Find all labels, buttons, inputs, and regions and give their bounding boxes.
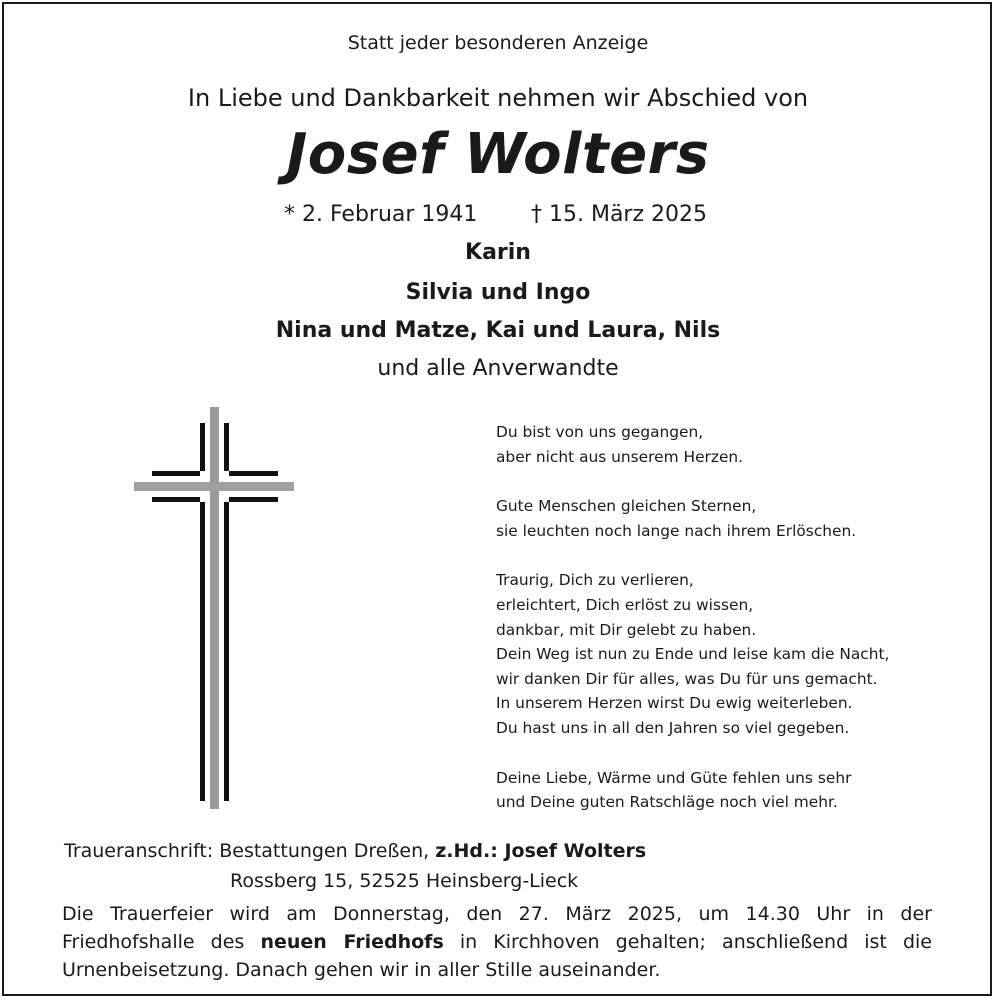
poem-line: dankbar, mit Dir gelebt zu haben. <box>496 620 757 639</box>
birth-date: * 2. Februar 1941 <box>284 202 478 227</box>
poem-stanza <box>496 420 889 469</box>
ceremony-line-2-end: in Kirchhoven gehalten; anschließend ist die <box>459 931 932 953</box>
latin-cross-icon <box>130 405 300 815</box>
mourner-3: Nina und Matze, Kai und Laura, Nils <box>275 318 721 343</box>
poem-stanza <box>496 568 889 740</box>
intro-line: In Liebe und Dankbarkeit nehmen wir Abschied von <box>187 84 809 112</box>
poem-line: Gute Menschen gleichen Sternen, <box>496 497 757 516</box>
death-date: † 15. März 2025 <box>531 202 708 227</box>
poem-stanza <box>496 766 889 815</box>
cemetery-name: neuen Friedhofs <box>260 931 444 953</box>
mourner-1: Karin <box>465 240 531 265</box>
poem-line: erleichtert, Dich erlöst zu wissen, <box>496 595 754 614</box>
ceremony-line-3: Urnenbeisetzung. Danach gehen wir in aller Stille auseinander. <box>62 959 661 981</box>
poem-line: In unserem Herzen wirst Du ewig weiterleben. <box>496 694 853 713</box>
poem-line: Du hast uns in all den Jahren so viel gegeben. <box>496 718 850 737</box>
poem-line: Traurig, Dich zu verlieren, <box>496 571 694 590</box>
mourning-address <box>64 836 646 896</box>
ceremony-line-1: Die Trauerfeier wird am Donnerstag, den 27. März 2025, um 14.30 Uhr in der <box>62 903 932 925</box>
poem-line: Du bist von uns gegangen, <box>496 423 704 441</box>
relatives-line: und alle Anverwandte <box>377 356 619 381</box>
poem-line: wir danken Dir für alles, was Du für uns gemacht. <box>496 669 878 688</box>
address-label: Traueranschrift: Bestattungen Dreßen, <box>64 840 430 862</box>
poem <box>496 420 889 840</box>
poem-line: und Deine guten Ratschläge noch viel mehr. <box>496 793 838 812</box>
poem-line: Deine Liebe, Wärme und Güte fehlen uns sehr <box>496 768 852 787</box>
poem-line: Dein Weg ist nun zu Ende und leise kam die Nacht, <box>496 645 890 664</box>
mourner-2: Silvia und Ingo <box>405 280 591 305</box>
poem-line: sie leuchten noch lange nach ihrem Erlöschen. <box>496 521 857 540</box>
deceased-name: Josef Wolters <box>286 122 710 187</box>
ceremony-line-2-start: Friedhofshalle des <box>62 931 245 953</box>
poem-stanza <box>496 494 889 543</box>
ceremony-line-2 <box>62 928 932 956</box>
poem-line: aber nicht aus unserem Herzen. <box>496 447 744 466</box>
address-attention: z.Hd.: Josef Wolters <box>435 840 647 862</box>
preamble: Statt jeder besonderen Anzeige <box>347 32 649 54</box>
address-street: Rossberg 15, 52525 Heinsberg-Lieck <box>230 870 579 892</box>
ceremony-text <box>62 900 932 984</box>
